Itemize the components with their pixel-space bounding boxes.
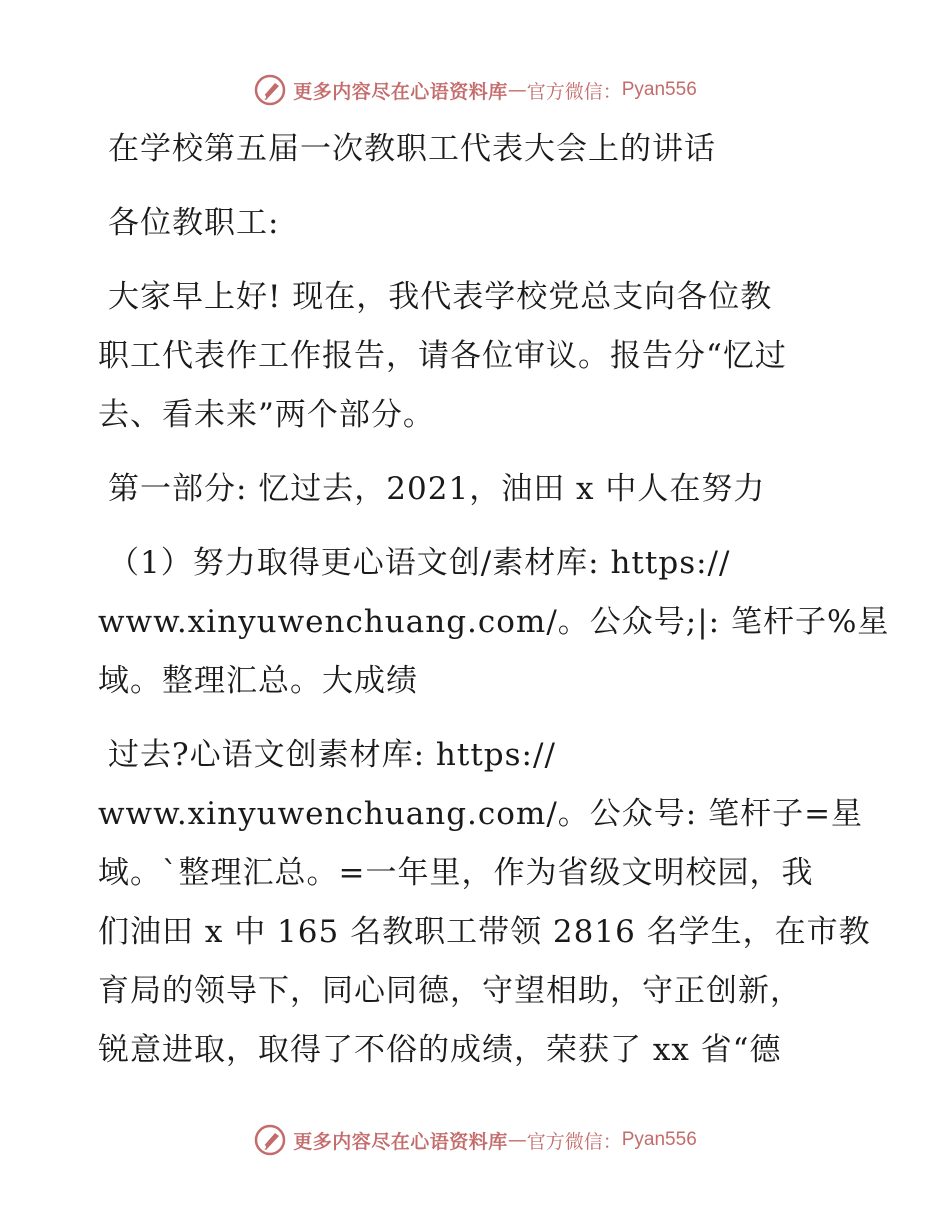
banner-wechat-label: 官方微信： (526, 1130, 622, 1153)
paragraph-line: 们油田 x 中 165 名教职工带领 2816 名学生，在市教 (98, 914, 871, 950)
paragraph-line: 过去?心语文创素材库: https:// (108, 737, 556, 773)
section-heading: 第一部分: 忆过去，2021，油田 x 中人在努力 (108, 471, 766, 507)
banner-wechat-id: Pyan556 (621, 1129, 697, 1150)
paragraph-line: 职工代表作工作报告，请各位审议。报告分“忆过 (98, 338, 787, 374)
salutation: 各位教职工: (108, 205, 280, 241)
paragraph-line: （1）努力取得更心语文创/素材库: https:// (108, 545, 731, 581)
paragraph-line: 去、看未来”两个部分。 (98, 397, 435, 433)
pen-nib-logo-icon (253, 1123, 287, 1157)
list-item (98, 534, 890, 711)
paragraph-line: 大家早上好! 现在，我代表学校党总支向各位教 (108, 279, 773, 315)
banner-wechat-id: Pyan556 (621, 79, 697, 100)
paragraph-line: www.xinyuwenchuang.com/。公众号: 笔杆子=星 (98, 796, 864, 832)
banner-dash: — (507, 79, 527, 101)
paragraph-line: 域。`整理汇总。=一年里，作为省级文明校园，我 (98, 855, 814, 891)
paragraph-line: www.xinyuwenchuang.com/。公众号;|: 笔杆子%星 (98, 604, 890, 640)
pen-nib-logo-icon (253, 73, 287, 107)
banner-slogan: 更多内容尽在心语资料库 (293, 80, 508, 103)
paragraph-achievements (98, 726, 871, 1080)
header-banner (0, 70, 950, 110)
paragraph-opening (98, 268, 868, 445)
document-title: 在学校第五届一次教职工代表大会上的讲话 (108, 131, 716, 167)
paragraph-line: 锐意进取，取得了不俗的成绩，荣获了 xx 省“德 (98, 1032, 782, 1068)
document-body (98, 120, 890, 1080)
banner-wechat-label: 官方微信： (526, 80, 622, 103)
banner-slogan: 更多内容尽在心语资料库 (293, 1130, 508, 1153)
paragraph-line: 域。整理汇总。大成绩 (98, 663, 418, 699)
footer-banner (0, 1120, 950, 1160)
paragraph-line: 育局的领导下，同心同德，守望相助，守正创新， (98, 973, 802, 1009)
banner-dash: — (507, 1129, 527, 1151)
